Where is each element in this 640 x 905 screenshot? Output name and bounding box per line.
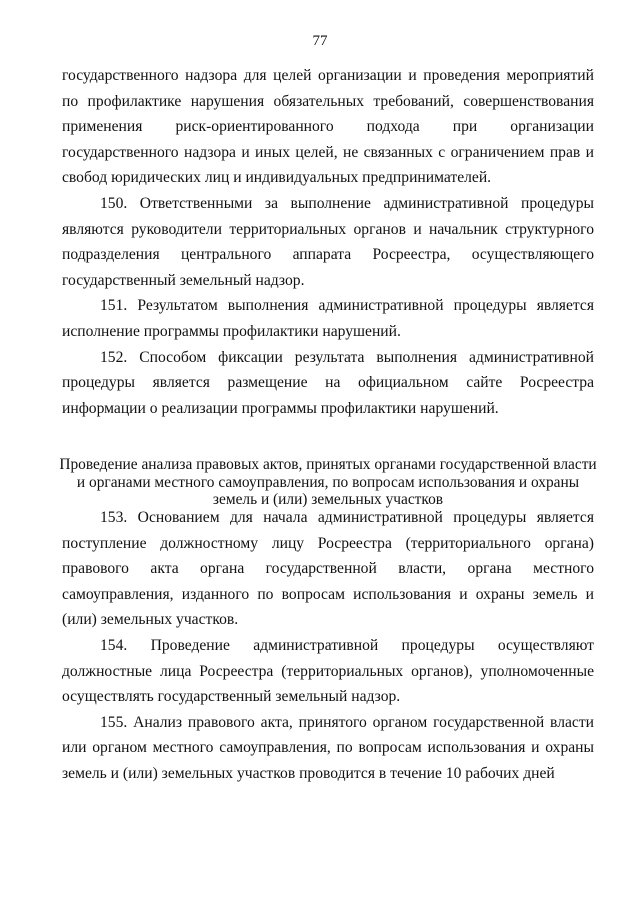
paragraph-150: 150. Ответственными за выполнение административной процедуры являются руководители территориальных органов и начальник структурного подразделения центрального аппарата Росреестра, осуществляющего государственный земельный надзор. <box>62 194 594 289</box>
page-number: 77 <box>312 33 328 49</box>
section-heading: Проведение анализа правовых актов, принятых органами государственной власти и органами местного самоуправления, по вопросам использования и охраны земель и (или) земельных участков <box>59 456 597 508</box>
paragraph-155: 155. Анализ правового акта, принятого органом государственной власти или органом местного самоуправления, по вопросам использования и охраны земель и (или) земельных участков проводится в течение 10 рабочих дней <box>62 713 594 782</box>
paragraph-154: 154. Проведение административной процедуры осуществляют должностные лица Росреестра (территориальных органов), уполномоченные осуществлять государственный земельный надзор. <box>62 636 594 706</box>
paragraph-151: 151. Результатом выполнения административной процедуры является исполнение программы профилактики нарушений. <box>62 297 594 340</box>
document-text-lower <box>62 505 594 787</box>
paragraph-152: 152. Способом фиксации результата выполнения административной процедуры является размещение на официальном сайте Росреестра информации о реализации программы профилактики нарушений. <box>62 348 594 417</box>
paragraph-continuation: государственного надзора для целей организации и проведения мероприятий по профилактике нарушения обязательных требований, совершенствования применения риск-ориентированного подхода при организации государственного надзора и иных целей, не связанных с ограничением прав и свобод юридических лиц и индивидуальных предпринимателей. <box>62 67 594 187</box>
paragraph-153: 153. Основанием для начала административной процедуры является поступление должностному лицу Росреестра (территориального органа) правового акта органа государственной власти, органа местного самоуправления, изданного по вопросам использования и охраны земель и (или) земельных участков. <box>62 509 594 629</box>
document-text-upper <box>62 63 594 421</box>
